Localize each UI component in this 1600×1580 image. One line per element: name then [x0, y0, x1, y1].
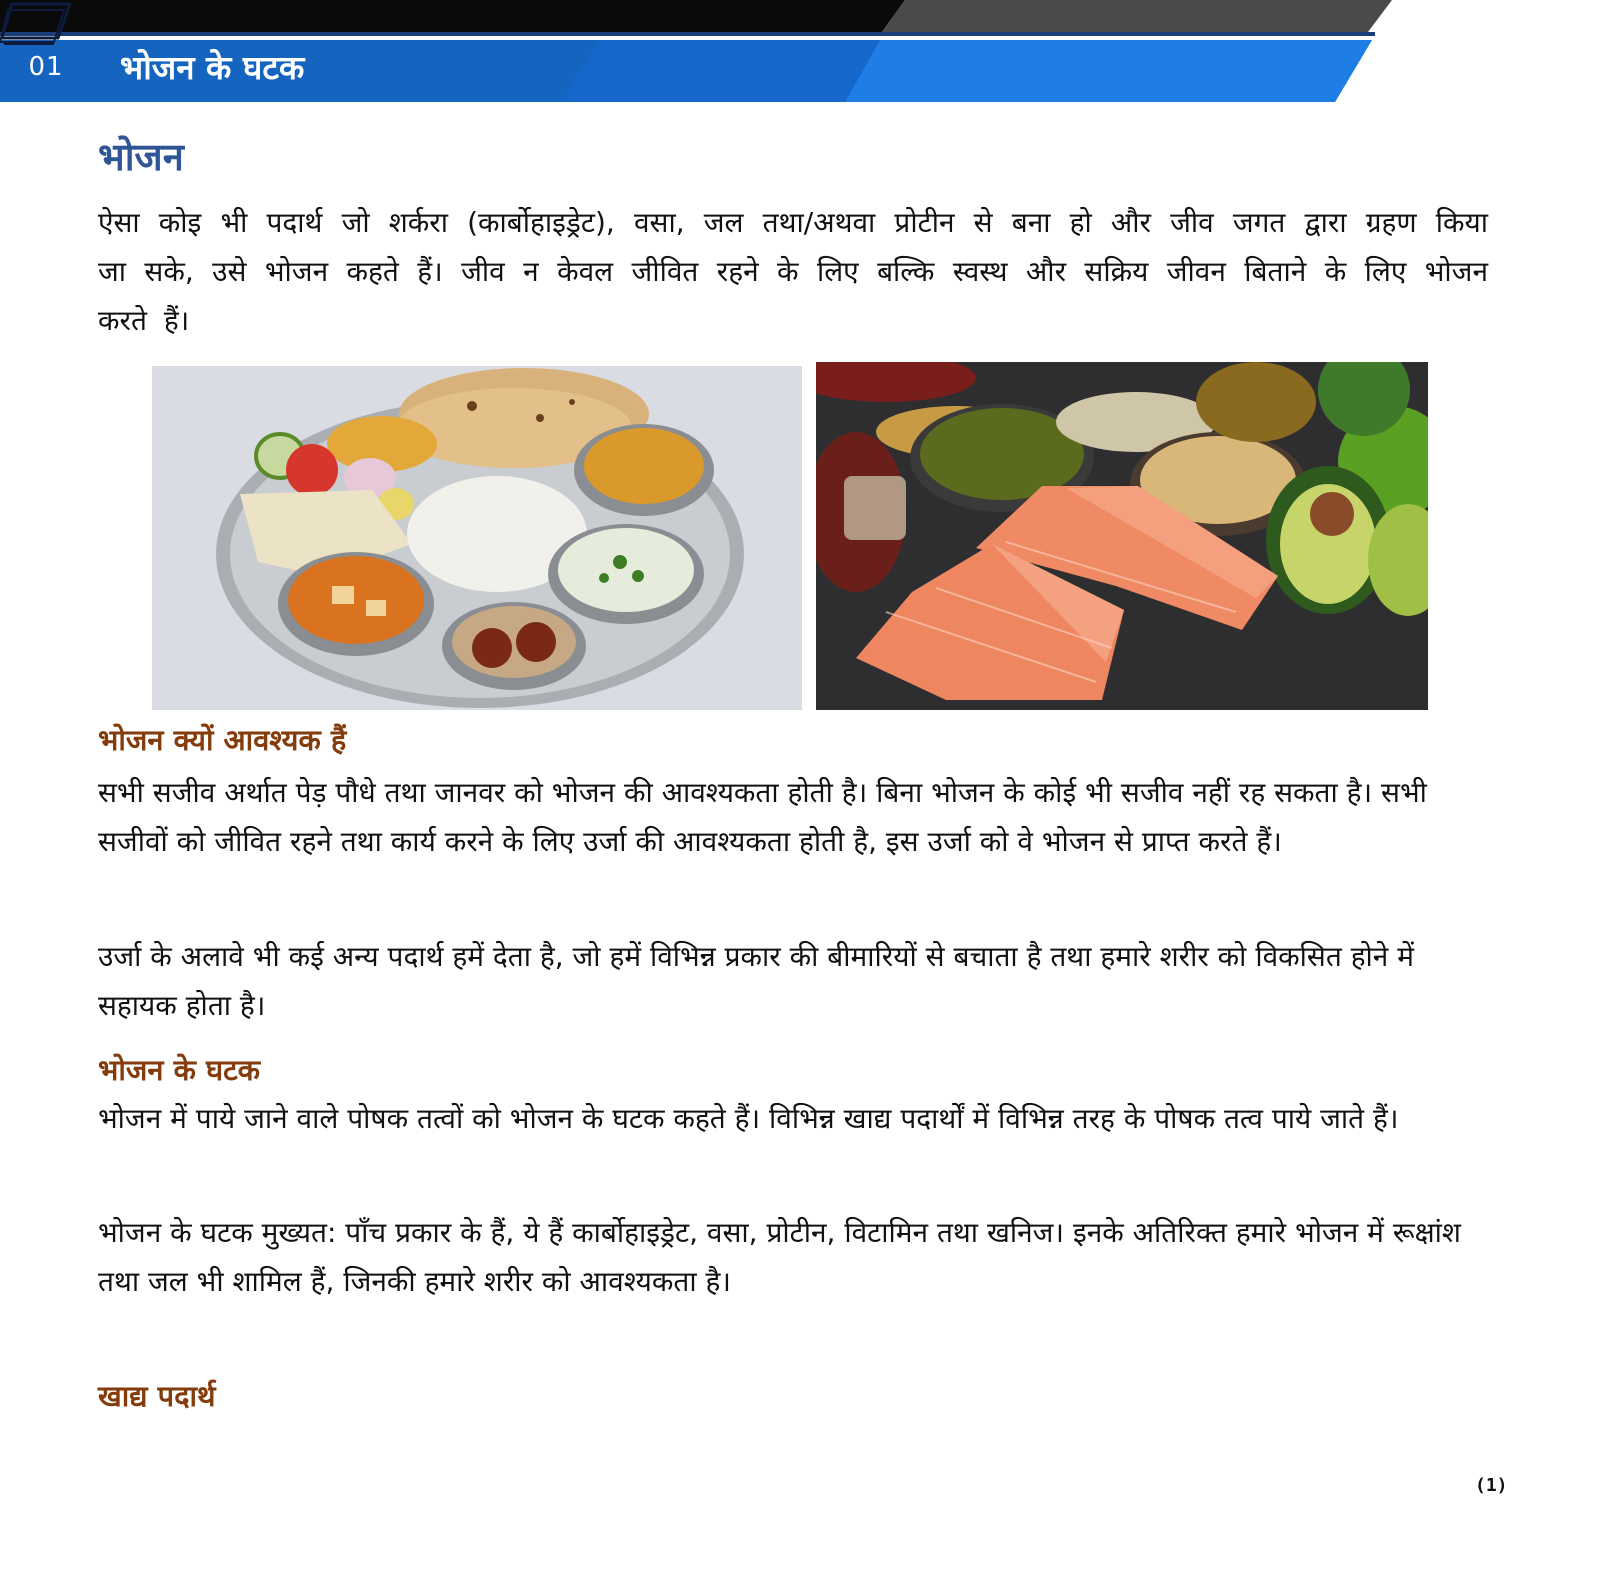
chapter-banner — [0, 0, 1600, 110]
components-paragraph-2: भोजन के घटक मुख्यत: पाँच प्रकार के हैं, ये हैं कार्बोहाइड्रेट, वसा, प्रोटीन, विटामिन तथा खनिज। इनके अतिरिक्त हमारे भोजन में रूक्षांश तथा जल भी शामिल हैं, जिनकी हमारे शरीर को आवश्यकता है। — [98, 1216, 1461, 1298]
chapter-title: भोजन के घटक — [120, 48, 305, 87]
components-paragraph-1: भोजन में पाये जाने वाले पोषक तत्वों को भोजन के घटक कहते हैं। विभिन्न खाद्य पदार्थों में विभिन्न तरह के पोषक तत्व पाये जाते हैं। — [98, 1102, 1399, 1135]
page-number: (1) — [1475, 1475, 1508, 1496]
section-heading-food: भोजन — [98, 135, 184, 179]
chapter-number: 01 — [28, 52, 64, 82]
why-food-paragraph-2: उर्जा के अलावे भी कई अन्य पदार्थ हमें देता है, जो हमें विभिन्न प्रकार की बीमारियों से बचाता है तथा हमारे शरीर को विकसित होने में सहायक होता है। — [98, 940, 1414, 1022]
food-definition-paragraph: ऐसा कोइ भी पदार्थ जो शर्करा (कार्बोहाइड्रेट), वसा, जल तथा/अथवा प्रोटीन से बना हो और जीव जगत द्वारा ग्रहण किया जा सके, उसे भोजन कहते हैं। जीव न केवल जीवित रहने के लिए बल्कि स्वस्थ और सक्रिय जीवन बिताने के लिए भोजन करते हैं। — [98, 206, 1488, 337]
why-food-paragraph-1: सभी सजीव अर्थात पेड़ पौधे तथा जानवर को भोजन की आवश्यकता होती है। बिना भोजन के कोई भी सजीव नहीं रह सकता है। सभी सजीवों को जीवित रहने तथा कार्य करने के लिए उर्जा की आवश्यकता होती है, इस उर्जा को वे भोजन से प्राप्त करते हैं। — [98, 776, 1427, 858]
salmon-protein-foods-photo — [816, 362, 1428, 710]
book-icon — [0, 0, 72, 46]
section-heading-food-items: खाद्य पदार्थ — [98, 1379, 216, 1413]
section-heading-components: भोजन के घटक — [98, 1053, 261, 1087]
section-heading-why-food: भोजन क्यों आवश्यक हैं — [98, 723, 347, 757]
indian-thali-photo — [152, 366, 802, 710]
